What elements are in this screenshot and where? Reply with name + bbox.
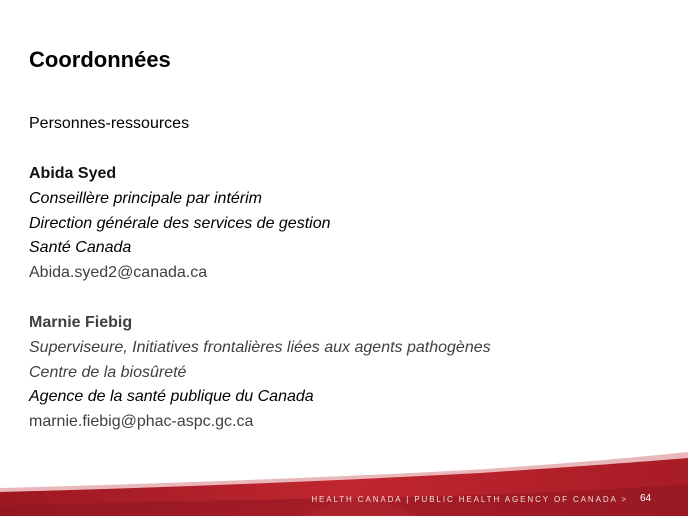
contact-name: Abida Syed [29, 165, 117, 182]
footer-banner [0, 448, 688, 516]
contact-card-marnie-fiebig [29, 311, 491, 435]
contacts-heading: Personnes-ressources [29, 115, 190, 132]
contact-organization: Santé Canada [29, 239, 132, 257]
page-number: 64 [640, 493, 652, 504]
footer-agency-text: HEALTH CANADA | PUBLIC HEALTH AGENCY OF CANADA > [311, 495, 628, 504]
contact-card-abida-syed [29, 162, 331, 286]
footer-wave-graphic [0, 448, 688, 516]
contact-role: Superviseure, Initiatives frontalières liées aux agents pathogènes [29, 338, 491, 356]
contact-unit: Centre de la biosûreté [29, 363, 187, 381]
contact-unit: Direction générale des services de gestion [29, 214, 331, 232]
contact-name: Marnie Fiebig [29, 314, 133, 331]
slide-title: Coordonnées [29, 47, 171, 72]
contact-email[interactable]: Abida.syed2@canada.ca [29, 264, 208, 282]
contact-organization: Agence de la santé publique du Canada [29, 388, 314, 406]
contact-role: Conseillère principale par intérim [29, 189, 262, 207]
contact-email[interactable]: marnie.fiebig@phac-aspc.gc.ca [29, 413, 254, 431]
